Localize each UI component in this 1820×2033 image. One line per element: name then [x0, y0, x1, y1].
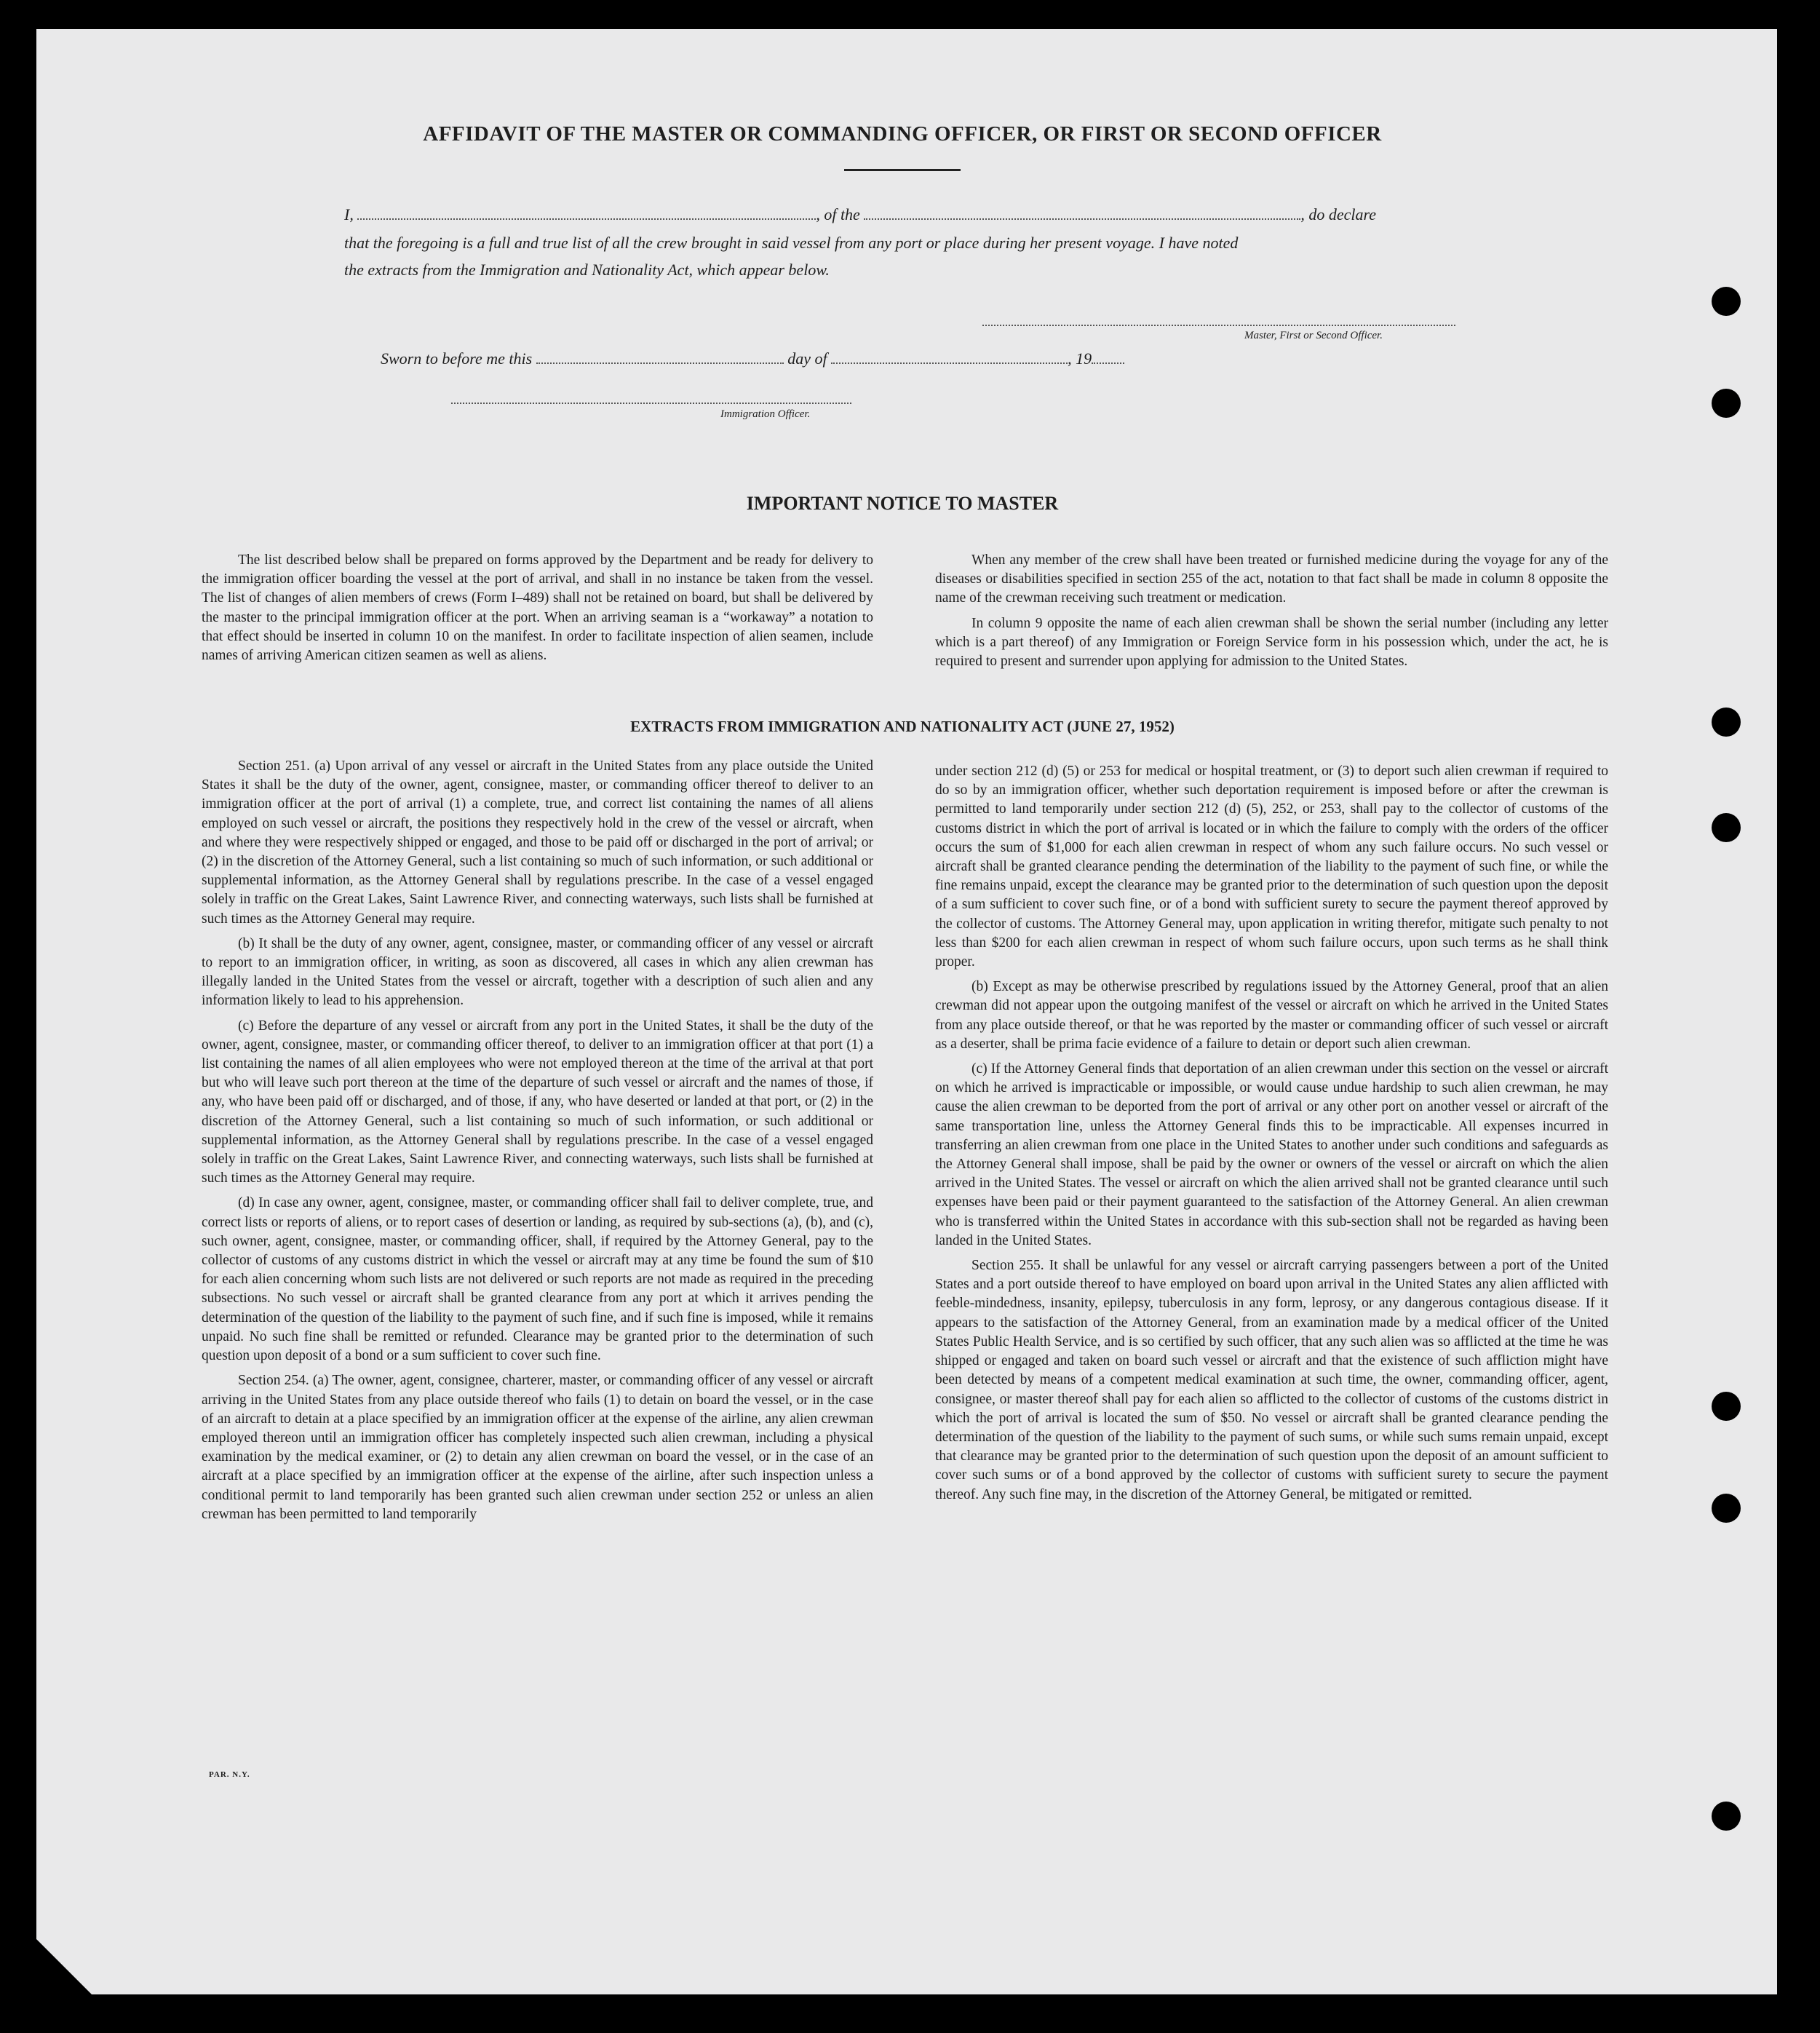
vessel-blank[interactable] — [864, 208, 1300, 220]
name-blank[interactable] — [357, 208, 816, 220]
section-251d: (d) In case any owner, agent, consignee, master, or commanding officer shall fail to deliver complete, true, and correct lists or reports of aliens, or to report cases of desertion or landing, as required by sub-sections (a), (b), and (c), such owner, agent, consignee, master, or commanding officer, shall, if required by the Attorney General, pay to the collector of customs of any customs district in which the vessel or aircraft may at any time be found the sum of $10 for each alien concerning whom such lists are not delivered or such reports are not made as required in the preceding subsections. No such vessel or aircraft shall be granted clearance from any port at which it arrives pending the determination of the question of the liability to the payment of such fine, and if such fine is imposed, while it remains unpaid. No such fine shall be remitted or refunded. Clearance may be granted prior to the determination of such question upon deposit of a bond or a sum sufficient to cover such fine. — [202, 1195, 873, 1364]
binder-hole — [1712, 708, 1741, 737]
section-254c: (c) If the Attorney General finds that deportation of an alien crewman under this section on the vessel or aircraft on which he arrived is impracticable or impossible, or would cause undue hardship to such alien crewman, he may cause the alien crewman to be deported from the port of arrival or any other port on another vessel or aircraft of the same transportation line, unless the Attorney General finds this to be impracticable. All expenses incurred in transferring an alien crewman from one place in the United States to another under such conditions and safeguards as the Attorney General shall impose, shall be paid by the owner or owners of the vessel or aircraft on which the alien arrived in the United States. The vessel or aircraft on which the alien arrived shall not be granted clearance until such expenses have been paid or their payment guaranteed to the satisfaction of the Attorney General. An alien crewman who is transferred within the United States in accordance with this sub-section shall not be regarded as having been landed in the United States. — [935, 1061, 1608, 1248]
notice-paragraph: When any member of the crew shall have been treated or furnished medicine during the voyage for any of the diseases or disabilities specified in section 255 of the act, notation to that fact shall be made in column 8 opposite the name of the crewman receiving such treatment or medication. — [935, 552, 1608, 606]
sworn-day-of: day of — [787, 349, 827, 368]
sworn-month-blank[interactable] — [831, 352, 1068, 364]
binder-hole — [1712, 1392, 1741, 1421]
affidavit-title: AFFIDAVIT OF THE MASTER OR COMMANDING OFFICER, OR FIRST OR SECOND OFFICER — [423, 122, 1382, 146]
master-signature-line[interactable] — [982, 325, 1455, 326]
declaration-line-3: the extracts from the Immigration and Nationality Act, which appear below. — [344, 261, 830, 279]
binder-hole — [1712, 813, 1741, 842]
sworn-day-blank[interactable] — [536, 352, 784, 364]
extracts-right-column — [935, 762, 1608, 1510]
notice-paragraph: The list described below shall be prepared on forms approved by the Department and be ready for delivery to the immigration officer boarding the vessel at the port of arrival, and shall in no instance be taken from the vessel. The list of changes of alien members of crews (Form I–489) shall not be retained on board, but shall be delivered by the master to the principal immigration officer at the port. When an arriving seaman is a “workaway” a notation to that effect should be inserted in column 10 on the manifest. In order to facilitate inspection of alien seamen, include names of arriving American citizen seamen as well as aliens. — [202, 552, 873, 664]
master-signature-label: Master, First or Second Officer. — [1244, 330, 1383, 341]
notice-title: IMPORTANT NOTICE TO MASTER — [746, 493, 1059, 514]
declaration-of-the: , of the — [816, 205, 860, 223]
folded-corner — [36, 1938, 93, 1994]
section-251c: (c) Before the departure of any vessel or aircraft from any port in the United States, it shall be the duty of the owner, agent, consignee, master, or commanding officer thereof, to deliver to an immigration officer at that port (1) a list containing the names of all alien employees who were not employed thereon at the time of the arrival at that port but who will leave such port thereon at the time of the departure of such vessel or aircraft and the names of those, if any, who have been paid off or discharged, and of those, if any, who have deserted or landed at that port, or (2) in the discretion of the Attorney General, such a list containing so much of such information, or such additional or supplemental information, as the Attorney General shall by regulations prescribe. In the case of a vessel engaged solely in traffic on the Great Lakes, Saint Lawrence River, and connecting waterways, such lists shall be furnished at such times as the Attorney General may require. — [202, 1018, 873, 1186]
declaration-line-2: that the foregoing is a full and true list of all the crew brought in said vessel from any port or place during her present voyage. I have noted — [344, 234, 1239, 252]
declaration-i: I, — [344, 205, 354, 223]
declaration-do-declare: , do declare — [1300, 205, 1376, 223]
section-251a: Section 251. (a) Upon arrival of any vessel or aircraft in the United States from any place outside the United States it shall be the duty of the owner, agent, consignee, master, or commanding officer thereof to deliver to an immigration officer at the port of arrival (1) a complete, true, and correct list containing the names of all aliens employed on such vessel or aircraft, the positions they respectively hold in the crew of the vessel or aircraft, when and where they were respectively shipped or engaged, and those to be paid off or discharged in the port of arrival; or (2) in the discretion of the Attorney General, such a list containing so much of such information, or such additional or supplemental information, as the Attorney General shall by regulations prescribe. In the case of a vessel engaged solely in traffic on the Great Lakes, Saint Lawrence River, and connecting waterways, such lists shall be furnished at such times as the Attorney General may require. — [202, 758, 873, 927]
sworn-prefix: Sworn to before me this — [381, 349, 533, 368]
sworn-year: , 19 — [1068, 349, 1092, 368]
binder-hole — [1712, 1802, 1741, 1831]
printer-mark: PAR. N.Y. — [209, 1770, 250, 1779]
binder-hole — [1712, 287, 1741, 316]
extracts-title: EXTRACTS FROM IMMIGRATION AND NATIONALITY ACT (JUNE 27, 1952) — [630, 718, 1175, 735]
notice-left-column — [202, 551, 873, 671]
notice-paragraph: In column 9 opposite the name of each alien crewman shall be shown the serial number (including any letter which is a part thereof) of any Immigration or Foreign Service form in his possession which, under the act, he is required to present and surrender upon applying for admission to the United States. — [935, 615, 1608, 670]
section-254a-continued: under section 212 (d) (5) or 253 for medical or hospital treatment, or (3) to deport such alien crewman if required to do so by an immigration officer, whether such deportation requirement is imposed before or after the crewman is permitted to land temporarily under section 212 (d) (5), 252, or 253, shall pay to the collector of customs of the customs district in which the port of arrival is located or in which the failure to comply with the orders of the officer occurs the sum of $1,000 for each alien crewman in respect of whom any such failure occurs. No such vessel or aircraft shall be granted clearance pending the determination of the liability to the payment of such fine, or while the fine remains unpaid, except the clearance may be granted prior to the determination of such question upon the deposit of a sum sufficient to cover such fine, or of a bond with sufficient surety to secure the payment thereof approved by the collector of customs. The Attorney General may, upon application in writing therefor, mitigate such penalty to not less than $200 for each alien crewman in respect of whom such failure occurs, upon such terms as he shall think proper. — [935, 764, 1608, 970]
binder-hole — [1712, 1494, 1741, 1523]
notice-right-column — [935, 551, 1608, 677]
binder-hole — [1712, 389, 1741, 418]
declaration-line-1 — [344, 205, 1376, 224]
sworn-year-blank[interactable] — [1092, 352, 1124, 364]
officer-signature-line[interactable] — [451, 403, 851, 404]
document-page — [36, 29, 1777, 1994]
section-251b: (b) It shall be the duty of any owner, agent, consignee, master, or commanding officer of any vessel or aircraft to report to an immigration officer, in writing, as soon as discovered, all cases in which any alien crewman has illegally landed in the United States from the vessel or aircraft, together with a description of such alien and any information likely to lead to his apprehension. — [202, 935, 873, 1009]
section-255: Section 255. It shall be unlawful for any vessel or aircraft carrying passengers between a port of the United States and a port outside thereof to have employed on board upon arrival in the United States any alien afflicted with feeble-mindedness, insanity, epilepsy, tuberculosis in any form, leprosy, or any dangerous contagious disease. If it appears to the satisfaction of the Attorney General, from an examination made by a medical officer of the United States Public Health Service, and is so certified by such officer, that any such alien was so afflicted at the time he was shipped or engaged and taken on board such vessel or aircraft and that the existence of such affliction might have been detected by means of a competent medical examination at such time, the owner, commanding officer, agent, consignee, or master thereof shall pay for each alien so afflicted to the collector of customs of the customs district in which the port of arrival is located the sum of $50. No vessel or aircraft shall be granted clearance pending the determination of the question of the liability to the payment of such sums, or while such sums remain unpaid, except that clearance may be granted prior to the determination of such question upon the deposit of an amount sufficient to cover such sums or of a bond approved by the collector of customs with sufficient surety to secure the payment thereof. Any such fine may, in the discretion of the Attorney General, be mitigated or remitted. — [935, 1258, 1608, 1502]
section-254a: Section 254. (a) The owner, agent, consignee, charterer, master, or commanding officer of any vessel or aircraft arriving in the United States from any place outside thereof who fails (1) to detain on board the vessel, or in the case of an aircraft to detain at a place specified by an immigration officer at the expense of the airline, any alien crewman employed thereon until an immigration officer has completely inspected such alien crewman, including a physical examination by the medical examiner, or (2) to detain any alien crewman on board the vessel, or in the case of an aircraft at a place specified by an immigration officer at the expense of the airline, after such inspection unless a conditional permit to land temporarily has been granted such alien crewman under section 252 or unless an alien crewman has been permitted to land temporarily — [202, 1373, 873, 1522]
title-divider — [844, 169, 961, 171]
sworn-line — [381, 349, 1124, 368]
extracts-left-column — [202, 757, 873, 1530]
officer-signature-label: Immigration Officer. — [720, 408, 811, 420]
section-254b: (b) Except as may be otherwise prescribed by regulations issued by the Attorney General, proof that an alien crewman did not appear upon the outgoing manifest of the vessel or aircraft on which he arrived in the United States from any place outside thereof, or that he was reported by the master or commanding officer of such vessel or aircraft as a deserter, shall be prima facie evidence of a failure to detain or deport such alien crewman. — [935, 979, 1608, 1052]
